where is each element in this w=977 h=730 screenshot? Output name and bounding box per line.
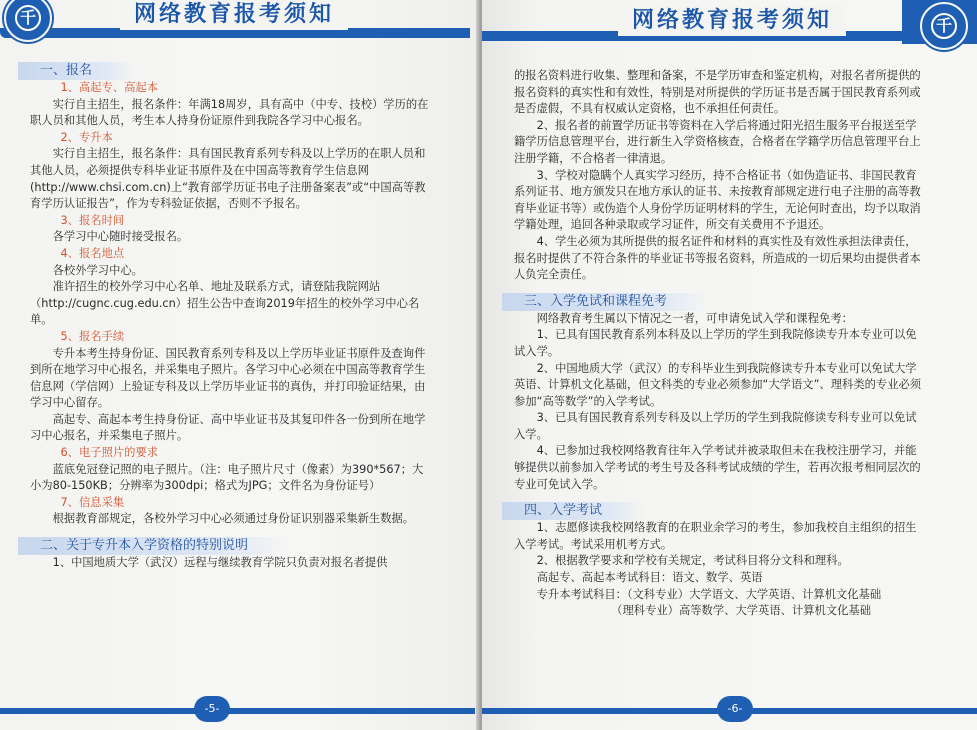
paragraph-qualification-3: 3、学校对隐瞒个人真实学习经历，持不合格证书（如伪造证书、非国民教育系列证书、地方颁发只在地方承认的证书、未按教育部规定进行电子注册的高等教育毕业证书等）或伪造个人身份学历证明材料的学生，无论何时查出，均予以取消学籍处理，追回各种录取或学习证件，所交有关费用不予退还。 [514, 168, 921, 232]
paragraph-exemption-3: 3、已具有国民教育系列专科及以上学历的学生到我院修读专科专业可以免试入学。 [514, 411, 917, 441]
university-logo [4, 0, 52, 42]
paragraph-registration-place: 各校外学习中心。 [52, 263, 143, 277]
right-page-body [514, 68, 924, 620]
subheading-zhuanshengben: 2、专升本 [60, 130, 113, 144]
paragraph-info-collection: 根据教育部规定，各校外学习中心必须通过身份证识别器采集新生数据。 [52, 512, 415, 526]
paragraph-qualification-4: 4、学生必须为其所提供的报名证件和材料的真实性及有效性承担法律责任，报名时提供了不符合条件的毕业证书等报名资料，所造成的一切后果均由提供者本人负完全责任。 [514, 234, 921, 282]
paragraph-gaoqi: 实行自主招生，报名条件：年满18周岁，具有高中（中专、技校）学历的在职人员和其他人员，考生本人持身份证原件到我院各学习中心报名。 [30, 97, 429, 128]
paragraph-procedures-zsb: 专升本考生持身份证、国民教育系列专科及以上学历毕业证书原件及查询件到所在地学习中心报名，并采集电子照片。各学习中心必须在中国高等教育学生信息网（学信网）上验证专科及以上学历毕业证书的真伪，并打印验证结果，由学习中心留存。 [30, 346, 426, 410]
section-zsb-qualification-title: 二、关于专升本入学资格的特别说明 [18, 537, 290, 555]
page-number: -6- [717, 696, 753, 722]
subheading-registration-time: 3、报名时间 [60, 213, 125, 227]
left-page-title: 网络教育报考须知 [120, 0, 348, 30]
right-page-title: 网络教育报考须知 [618, 6, 846, 36]
paragraph-photo-requirements: 蓝底免冠登记照的电子照片。（注：电子照片尺寸（像素）为390*567；大小为80-150KB；分辨率为300dpi；格式为JPG；文件名为身份证号） [30, 462, 424, 493]
section-exemption-title: 三、入学免试和课程免考 [502, 293, 709, 311]
left-page [0, 0, 480, 730]
paragraph-exam-1: 1、志愿修读我校网络教育的在职业余学习的考生，参加我校自主组织的招生入学考试。考试采用机考方式。 [514, 521, 917, 551]
subheading-info-collection: 7、信息采集 [60, 495, 125, 509]
paragraph-continued: 的报名资料进行收集、整理和备案，不是学历审查和鉴定机构，对报名者所提供的报名资料的真实性和有效性，特别是对所提供的学历证书是否属于国民教育系列或是否虚假，不具有权威认定资格，也不承担任何责任。 [514, 69, 921, 116]
left-page-body [30, 62, 432, 572]
paragraph-exemption-intro: 网络教育考生属以下情况之一者，可申请免试入学和课程免考： [536, 311, 853, 325]
right-page-header [482, 0, 977, 44]
section-entrance-exam-title: 四、入学考试 [502, 502, 644, 520]
section-registration-title: 一、报名 [18, 62, 134, 80]
paragraph-qualification-2: 2、报名者的前置学历证书等资料在入学后将通过阳光招生服务平台报送至学籍学历信息管理平台，进行新生入学资格核查，合格者在学籍学历信息管理平台上注册学籍，不合格者一律清退。 [514, 118, 921, 165]
exam-subjects-zsb-arts: 专升本考试科目：（文科专业）大学语文、大学英语、计算机文化基础 [536, 587, 882, 601]
exam-subjects-gaoqi: 高起专、高起本考试科目：语文、数学、英语 [536, 571, 763, 585]
university-logo [920, 2, 968, 50]
exam-subjects-zsb-science: （理科专业）高等数学、大学英语、计算机文化基础 [611, 604, 872, 618]
left-page-footer [0, 690, 480, 730]
subheading-photo-requirements: 6、电子照片的要求 [60, 446, 159, 460]
logo-glyph: 千 [19, 8, 36, 27]
paragraph-exemption-4: 4、已参加过我校网络教育往年入学考试并被录取但未在我校注册学习，并能够提供以前参加入学考试的考生号及各科考试成绩的学生，若再次报考相同层次的专业可免试入学。 [514, 444, 921, 491]
right-page-footer [482, 690, 977, 730]
paragraph-learning-center-list: 准许招生的校外学习中心名单、地址及联系方式，请登陆我院网站（http://cugnc.cug.edu.cn）招生公告中查询2019年招生的校外学习中心名单。 [30, 280, 420, 327]
paragraph-exemption-1: 1、已具有国民教育系列本科及以上学历的学生到我院修读专升本专业可以免试入学。 [514, 328, 917, 358]
left-page-header [0, 0, 480, 44]
footer-line [0, 708, 475, 714]
page-number: -5- [194, 696, 230, 722]
paragraph-zhuanshengben: 实行自主招生，报名条件：具有国民教育系列专科及以上学历的在职人员和其他人员，必须提供专科毕业证书原件及在中国高等教育学生信息网(http://www.chsi.com.cn)上“教育部学历证书电子注册备案表”或“中国高等教育学历认证报告”，作为专科验证依据，否则不予报名。 [30, 147, 426, 211]
subheading-gaoqi: 1、高起专、高起本 [60, 81, 159, 94]
paragraph-exam-2: 2、根据教学要求和学校有关规定，考试科目将分文科和理科。 [536, 554, 849, 568]
paragraph-procedures-gq: 高起专、高起本考生持身份证、高中毕业证书及其复印件各一份到所在地学习中心报名，并采集电子照片。 [30, 412, 426, 443]
paragraph-registration-time: 各学习中心随时接受报名。 [52, 230, 189, 244]
paragraph-qualification-1: 1、中国地质大学（武汉）远程与继续教育学院只负责对报名者提供 [52, 556, 388, 570]
logo-glyph: 千 [935, 16, 952, 35]
subheading-procedures: 5、报名手续 [60, 329, 125, 343]
right-page [482, 0, 977, 730]
paragraph-exemption-2: 2、中国地质大学（武汉）的专科毕业生到我院修读专升本专业可以免试大学英语、计算机文化基础，但文科类的专业必须参加“大学语文”、理科类的专业必须参加“高等数学”的入学考试。 [514, 361, 922, 408]
subheading-registration-place: 4、报名地点 [60, 246, 125, 260]
